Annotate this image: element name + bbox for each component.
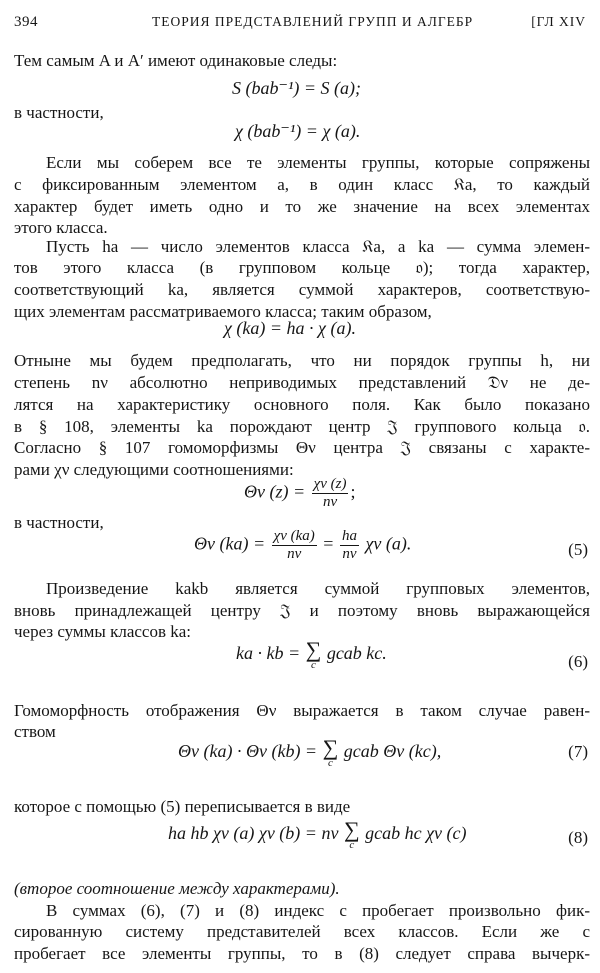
formula-lhs: Θν (ka) · Θν (kb) = (178, 741, 318, 762)
sigma-sign: ∑ (305, 637, 322, 662)
fraction-denominator: nν (322, 494, 338, 510)
text-line: соответствующий ka, является суммой характеров, соответствую- (14, 280, 590, 299)
text-line: Пусть ha — число элементов класса 𝔎a, а ka — сумма элемен- (46, 237, 590, 256)
text-line: В суммах (6), (7) и (8) индекс c пробегает произвольно фик- (46, 901, 590, 920)
text-line-italic: (второе соотношение между характерами). (14, 879, 340, 898)
formula-class-character: χ (ka) = ha · χ (a). (224, 318, 356, 338)
text-line: рами χν следующими соотношениями: (14, 460, 294, 479)
text-line: ством (14, 722, 56, 741)
fraction (312, 476, 349, 511)
formula-lhs: Θν (z) = (244, 481, 306, 502)
sum-index: c (349, 839, 355, 851)
semicolon: ; (350, 481, 356, 502)
text-line: Гомоморфность отображения Θν выражается в таком случае равен- (14, 701, 590, 720)
formula-trace-s: S (bab⁻¹) = S (a); (232, 78, 362, 98)
formula-rhs: gcab Θν (kc), (343, 741, 442, 762)
text-line: характер будет иметь одно и то же значение на всех элементах (14, 197, 590, 216)
equation-number: (8) (568, 828, 588, 847)
formula-6 (236, 637, 387, 671)
chapter-label: [ГЛ XIV (531, 14, 586, 29)
equals-sign: = (323, 533, 334, 554)
text-line: которое с помощью (5) переписывается в виде (14, 797, 351, 816)
text-line: степень nν абсолютно неприводимых представлений 𝔇ν не де- (14, 373, 590, 392)
equation-number: (7) (568, 742, 588, 761)
text-line: в § 108, элементы ka порождают центр 𝔍 группового кольца 𝔬. (14, 417, 590, 436)
fraction-numerator: ha (341, 528, 357, 544)
formula-tail: χν (a). (365, 533, 412, 554)
sigma-sign: ∑ (343, 817, 360, 842)
text-line: вновь принадлежащей центру 𝔍 и поэтому вновь выражающейся (14, 601, 590, 620)
fraction-numerator: χν (ka) (273, 528, 315, 544)
running-title: ТЕОРИЯ ПРЕДСТАВЛЕНИЙ ГРУПП И АЛГЕБР (152, 14, 474, 29)
text-line: в частности, (14, 103, 104, 122)
fraction (272, 528, 317, 563)
formula-lhs: ha hb χν (a) χν (b) = nν (168, 823, 339, 844)
formula-rhs: gcab hc χν (c) (365, 823, 467, 844)
sum-index: c (311, 659, 316, 671)
text-line: через суммы классов ka: (14, 622, 192, 641)
formula-7 (178, 735, 442, 769)
text-line: этого класса. (14, 218, 108, 237)
formula-8 (168, 817, 467, 851)
summation (343, 817, 360, 851)
equation-number: (5) (568, 540, 588, 559)
text-line: Согласно § 107 гомоморфизмы Θν центра 𝔍 связаны с характе- (14, 438, 590, 457)
text-line: Тем самым A и A′ имеют одинаковые следы: (14, 51, 338, 70)
equation-number: (6) (568, 652, 588, 671)
text-line: тов этого класса (в групповом кольце 𝔬); тогда характер, (14, 258, 590, 277)
formula-trace-chi: χ (bab⁻¹) = χ (a). (235, 121, 361, 141)
fraction-denominator: nν (287, 546, 302, 562)
summation (305, 637, 322, 671)
formula-rhs: gcab kc. (326, 643, 387, 664)
text-line: лятся на характеристику основного поля. Как было показано (14, 395, 590, 414)
text-line: Отныне мы будем предполагать, что ни порядок группы h, ни (14, 351, 590, 370)
summation (322, 735, 339, 769)
text-line: в частности, (14, 513, 104, 532)
formula-lhs: ka · kb = (236, 643, 301, 664)
fraction-numerator: χν (z) (313, 476, 347, 492)
text-line: пробегает все элементы группы, то в (8) следует справа вычерк- (14, 944, 590, 963)
text-line: с фиксированным элементом a, в один класс 𝔎a, то каждый (14, 175, 590, 194)
sigma-sign: ∑ (322, 735, 339, 760)
fraction-denominator: nν (342, 546, 357, 562)
formula-homomorphism (244, 476, 356, 511)
formula-5 (194, 528, 411, 563)
sum-index: c (327, 757, 333, 769)
text-line: Если мы соберем все те элементы группы, которые сопряжены (46, 153, 590, 172)
page-number: 394 (14, 14, 38, 30)
text-line: сированную систему представителей всех классов. Если же c (14, 922, 590, 941)
running-header (14, 14, 586, 38)
fraction (340, 528, 359, 563)
text-line: Произведение kakb является суммой групповых элементов, (46, 579, 590, 598)
text-line: щих элементам рассматриваемого класса; таким образом, (14, 302, 432, 321)
formula-lhs: Θν (ka) = (194, 533, 266, 554)
